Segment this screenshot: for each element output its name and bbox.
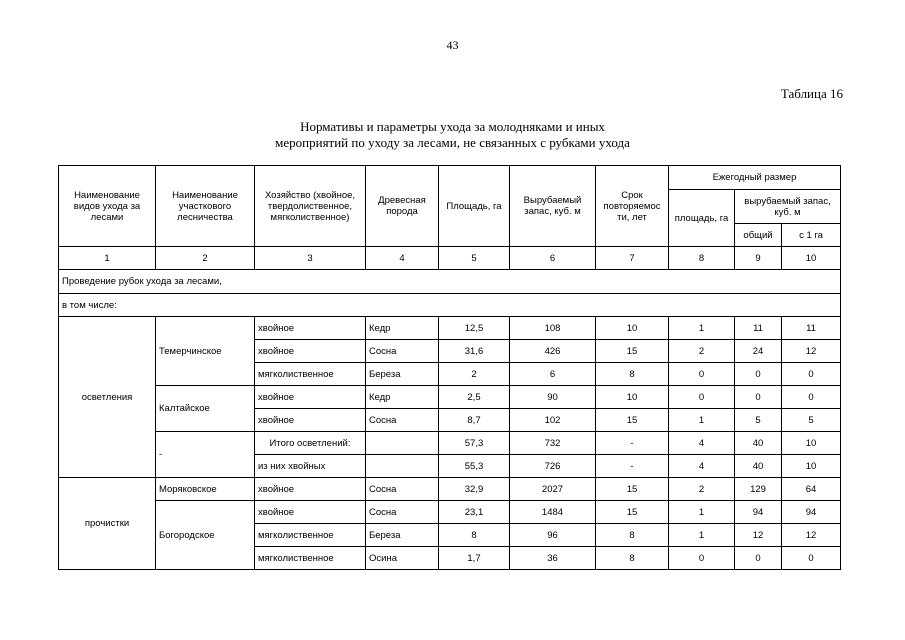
cell-species: Сосна	[366, 501, 439, 524]
table-row	[59, 317, 841, 340]
cell-volume: 1484	[510, 501, 596, 524]
norms-table	[58, 165, 841, 570]
cell-economy: хвойное	[255, 340, 366, 363]
header-annual-total: общий	[735, 224, 782, 247]
col-number-6: 6	[510, 247, 596, 270]
cell-economy: хвойное	[255, 386, 366, 409]
cell-economy: мягколиственное	[255, 363, 366, 386]
table-row	[59, 478, 841, 501]
cell-period: -	[596, 432, 669, 455]
cell-annual-total: 5	[735, 409, 782, 432]
cell-volume: 90	[510, 386, 596, 409]
cell-annual-area: 1	[669, 501, 735, 524]
cell-period: 15	[596, 409, 669, 432]
cell-economy: хвойное	[255, 317, 366, 340]
header-col-1: Наименование видов ухода за лесами	[59, 166, 156, 247]
group-osvetleniya: осветления	[59, 317, 156, 478]
cell-annual-total: 0	[735, 363, 782, 386]
cell-area: 23,1	[439, 501, 510, 524]
cell-area: 32,9	[439, 478, 510, 501]
cell-annual-area: 1	[669, 524, 735, 547]
cell-annual-per-ha: 94	[782, 501, 841, 524]
cell-area: 8,7	[439, 409, 510, 432]
col-number-1: 1	[59, 247, 156, 270]
cell-period: 15	[596, 501, 669, 524]
cell-annual-area: 0	[669, 386, 735, 409]
cell-volume: 36	[510, 547, 596, 570]
cell-area: 8	[439, 524, 510, 547]
cell-annual-total: 40	[735, 432, 782, 455]
cell-area: 31,6	[439, 340, 510, 363]
cell-period: 10	[596, 317, 669, 340]
cell-period: 8	[596, 524, 669, 547]
header-col-3: Хозяйство (хвойное, твердолиственное, мягколиственное)	[255, 166, 366, 247]
cell-annual-area: 1	[669, 317, 735, 340]
cell-annual-per-ha: 0	[782, 547, 841, 570]
table-title-line-1: Нормативы и параметры ухода за молодняками и иных	[300, 119, 605, 134]
header-col-2: Наименование участкового лесничества	[156, 166, 255, 247]
page-number: 43	[446, 38, 459, 52]
cell-economy: хвойное	[255, 409, 366, 432]
table-title-line-2: мероприятий по уходу за лесами, не связанных с рубками ухода	[275, 135, 630, 150]
cell-annual-per-ha: 11	[782, 317, 841, 340]
cell-annual-per-ha: 10	[782, 432, 841, 455]
cell-annual-total: 0	[735, 547, 782, 570]
column-number-row	[59, 247, 841, 270]
cell-species	[366, 455, 439, 478]
cell-period: 8	[596, 547, 669, 570]
cell-annual-area: 4	[669, 455, 735, 478]
table-row-total	[59, 432, 841, 455]
cell-volume: 426	[510, 340, 596, 363]
forestry-moryakovskoe: Моряковское	[156, 478, 255, 501]
col-number-9: 9	[735, 247, 782, 270]
table-row	[59, 386, 841, 409]
cell-species: Береза	[366, 524, 439, 547]
cell-volume: 6	[510, 363, 596, 386]
cell-economy: хвойное	[255, 501, 366, 524]
cell-annual-per-ha: 10	[782, 455, 841, 478]
cell-subtotal-label: из них хвойных	[255, 455, 366, 478]
cell-area: 2	[439, 363, 510, 386]
cell-annual-total: 24	[735, 340, 782, 363]
cell-annual-per-ha: 5	[782, 409, 841, 432]
cell-area: 55,3	[439, 455, 510, 478]
cell-annual-total: 11	[735, 317, 782, 340]
table-title	[0, 119, 905, 151]
cell-annual-per-ha: 12	[782, 524, 841, 547]
cell-annual-area: 4	[669, 432, 735, 455]
cell-economy: хвойное	[255, 478, 366, 501]
cell-period: -	[596, 455, 669, 478]
cell-annual-area: 0	[669, 547, 735, 570]
cell-economy: мягколиственное	[255, 547, 366, 570]
cell-annual-per-ha: 12	[782, 340, 841, 363]
cell-annual-total: 40	[735, 455, 782, 478]
col-number-5: 5	[439, 247, 510, 270]
cell-species: Осина	[366, 547, 439, 570]
cell-period: 8	[596, 363, 669, 386]
col-number-2: 2	[156, 247, 255, 270]
cell-total-label: Итого осветлений:	[255, 432, 366, 455]
cell-volume: 732	[510, 432, 596, 455]
cell-annual-total: 0	[735, 386, 782, 409]
cell-volume: 102	[510, 409, 596, 432]
cell-species: Береза	[366, 363, 439, 386]
cell-species: Кедр	[366, 317, 439, 340]
col-number-8: 8	[669, 247, 735, 270]
header-col-4: Древесная порода	[366, 166, 439, 247]
forestry-bogorodskoe: Богородское	[156, 501, 255, 570]
section-row-thinning: Проведение рубок ухода за лесами,	[59, 270, 841, 294]
cell-area: 1,7	[439, 547, 510, 570]
cell-area: 12,5	[439, 317, 510, 340]
cell-volume: 108	[510, 317, 596, 340]
cell-volume: 726	[510, 455, 596, 478]
col-number-4: 4	[366, 247, 439, 270]
header-annual-per-ha: с 1 га	[782, 224, 841, 247]
cell-species	[366, 432, 439, 455]
forestry-temerchinskoe: Темерчинское	[156, 317, 255, 386]
header-col-6: Вырубаемый запас, куб. м	[510, 166, 596, 247]
cell-annual-area: 2	[669, 478, 735, 501]
col-number-3: 3	[255, 247, 366, 270]
cell-annual-area: 1	[669, 409, 735, 432]
cell-volume: 2027	[510, 478, 596, 501]
cell-annual-per-ha: 0	[782, 386, 841, 409]
cell-species: Сосна	[366, 478, 439, 501]
cell-period: 15	[596, 478, 669, 501]
group-prochistki: прочистки	[59, 478, 156, 570]
header-annual-volume: вырубаемый запас, куб. м	[735, 190, 841, 224]
cell-annual-per-ha: 0	[782, 363, 841, 386]
header-annual-area: площадь, га	[669, 190, 735, 247]
header-annual: Ежегодный размер	[669, 166, 841, 190]
cell-annual-total: 12	[735, 524, 782, 547]
forestry-dash-cell: -	[156, 432, 255, 478]
col-number-7: 7	[596, 247, 669, 270]
section-row-including: в том числе:	[59, 294, 841, 317]
cell-area: 57,3	[439, 432, 510, 455]
forestry-kaltayskoe: Калтайское	[156, 386, 255, 432]
cell-period: 15	[596, 340, 669, 363]
cell-economy: мягколиственное	[255, 524, 366, 547]
cell-species: Кедр	[366, 386, 439, 409]
cell-area: 2,5	[439, 386, 510, 409]
cell-annual-total: 94	[735, 501, 782, 524]
cell-species: Сосна	[366, 409, 439, 432]
cell-annual-per-ha: 64	[782, 478, 841, 501]
col-number-10: 10	[782, 247, 841, 270]
cell-species: Сосна	[366, 340, 439, 363]
table-label: Таблица 16	[780, 86, 843, 101]
table-row	[59, 501, 841, 524]
cell-volume: 96	[510, 524, 596, 547]
cell-annual-area: 0	[669, 363, 735, 386]
header-col-5: Площадь, га	[439, 166, 510, 247]
cell-annual-area: 2	[669, 340, 735, 363]
cell-annual-total: 129	[735, 478, 782, 501]
header-col-7: Срок повторяемос ти, лет	[596, 166, 669, 247]
cell-period: 10	[596, 386, 669, 409]
